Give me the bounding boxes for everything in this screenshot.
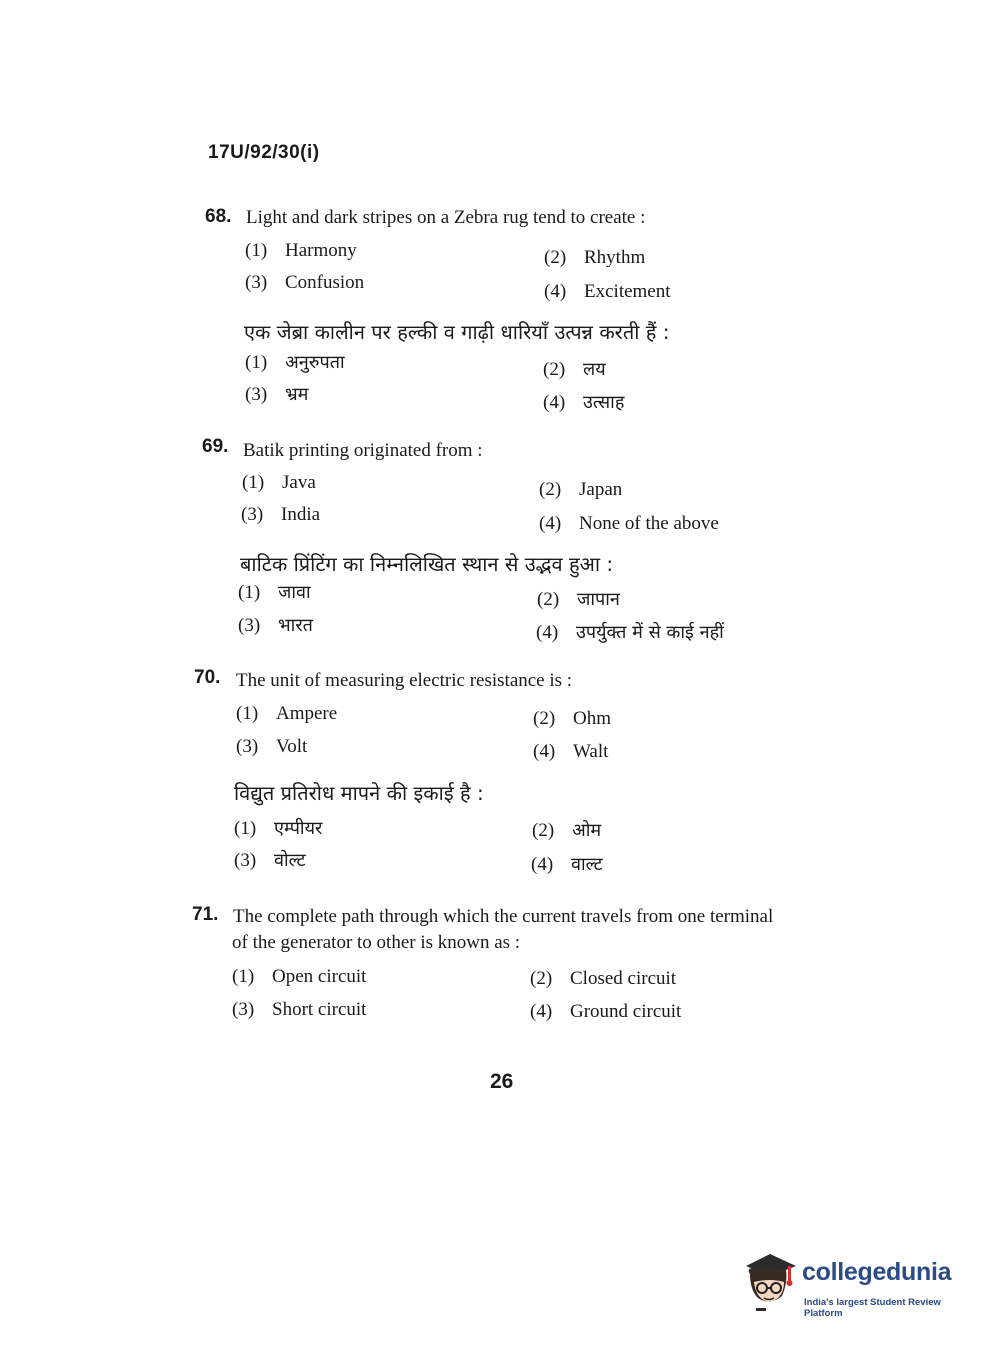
option-3: (3) Volt: [236, 736, 308, 757]
option-3-hindi: (3) भारत: [238, 615, 313, 636]
question-text: The unit of measuring electric resistance is :: [236, 670, 573, 691]
option-1-hindi: (1) जावा: [238, 582, 311, 603]
question-text-hindi: एक जेब्रा कालीन पर हल्की व गाढ़ी धारियाँ उत्पन्न करती हैं :: [244, 320, 670, 344]
brand-name: collegedunia: [802, 1258, 952, 1286]
question-number: 68.: [205, 206, 232, 227]
option-4: (4) Ground circuit: [530, 1001, 682, 1022]
question-text-hindi: बाटिक प्रिंटिंग का निम्नलिखित स्थान से उद्भव हुआ :: [240, 552, 614, 576]
option-4: (4) Walt: [533, 741, 609, 762]
option-1: (1) Java: [242, 472, 316, 493]
option-1-hindi: (1) अनुरुपता: [245, 352, 345, 373]
paper-code: 17U/92/30(i): [208, 142, 320, 163]
question-number: 71.: [192, 904, 219, 925]
question-text: Light and dark stripes on a Zebra rug tend to create :: [246, 207, 646, 228]
option-2-hindi: (2) ओम: [532, 820, 602, 841]
option-2: (2) Ohm: [533, 708, 611, 729]
option-2-hindi: (2) जापान: [537, 589, 620, 610]
option-3: (3) Confusion: [245, 272, 365, 293]
question-text-line-2: of the generator to other is known as :: [232, 932, 521, 953]
option-4-hindi: (4) उपर्युक्त में से काई नहीं: [536, 622, 724, 643]
brand-tagline: India's largest Student Review Platform: [804, 1297, 941, 1319]
question-number: 70.: [194, 667, 221, 688]
option-3-hindi: (3) भ्रम: [245, 384, 309, 405]
collegedunia-watermark: [742, 1252, 970, 1322]
option-1: (1) Ampere: [236, 703, 338, 724]
option-3: (3) India: [241, 504, 321, 525]
option-2: (2) Rhythm: [544, 247, 646, 268]
question-number: 69.: [202, 436, 229, 457]
option-4-hindi: (4) उत्साह: [543, 392, 625, 413]
question-text-line-1: The complete path through which the current travels from one terminal: [233, 906, 774, 927]
page-number: 26: [490, 1070, 514, 1093]
option-2-hindi: (2) लय: [543, 359, 606, 380]
option-3: (3) Short circuit: [232, 999, 367, 1020]
graduate-face-icon: [742, 1252, 800, 1314]
question-text: Batik printing originated from :: [243, 440, 483, 461]
option-1: (1) Open circuit: [232, 966, 367, 987]
option-4: (4) Excitement: [544, 281, 671, 302]
question-text-hindi: विद्युत प्रतिरोध मापने की इकाई है :: [234, 781, 484, 805]
option-2: (2) Japan: [539, 479, 623, 500]
option-1: (1) Harmony: [245, 240, 357, 261]
option-1-hindi: (1) एम्पीयर: [234, 818, 323, 839]
option-4-hindi: (4) वाल्ट: [531, 854, 603, 875]
option-2: (2) Closed circuit: [530, 968, 677, 989]
option-4: (4) None of the above: [539, 513, 719, 534]
option-3-hindi: (3) वोल्ट: [234, 850, 306, 871]
